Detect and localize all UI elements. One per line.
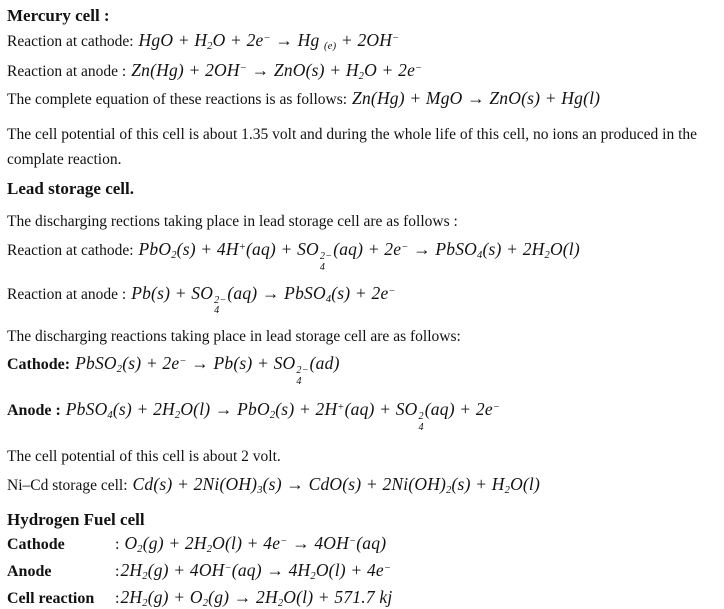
superscript: 2− — [296, 365, 309, 377]
subscript: 2 — [207, 40, 213, 52]
chemical-formula: PbSO$_4$(s) + $2H_2O(l) \to PbO_2(s) + 2H^+(aq)$ + SO 2 4 (aq) + 2e− — [65, 398, 501, 433]
subscript: (e) — [324, 40, 337, 52]
superscript: − — [348, 536, 357, 547]
reaction-line — [7, 60, 716, 82]
subscript: 4 — [107, 409, 113, 421]
superscript: 2− — [319, 251, 333, 263]
reaction-label: Ni–Cd storage cell: — [7, 477, 128, 495]
chemical-formula: $Zn(Hg) + 2OH^- \to ZnO(s) + H_2O + 2e^-$ — [131, 60, 423, 82]
reaction-line — [7, 587, 716, 609]
chemical-formula: Zn(Hg) + MgO → ZnO(s) + Hg(l) — [352, 88, 601, 108]
superscript: − — [239, 62, 248, 74]
stacked-charge — [320, 252, 332, 273]
subscript: 2 — [137, 544, 143, 556]
stacked-charge — [296, 366, 308, 387]
section-heading: Mercury cell : — [7, 6, 110, 25]
subscript: 2 — [446, 485, 452, 497]
reaction-line — [7, 474, 716, 496]
superscript: + — [238, 241, 246, 253]
reaction-label: The complete equation of these reactions is as follows: — [7, 91, 348, 108]
superscript: − — [179, 355, 187, 367]
text-line: The discharging reactions taking place in lead storage cell are as follows: — [7, 328, 461, 346]
chemical-formula: HgO + $H_2O + 2e^- \to Hg$ $_{(e)}$ + 2OH− — [138, 30, 400, 52]
reaction-label: Cell reaction — [7, 590, 95, 608]
reaction-label: Reaction at anode : — [7, 285, 127, 303]
reaction-label: Cathode — [7, 536, 65, 554]
chemical-formula: PbSO$_2$(s) + 2e− → Pb(s) + SO 2− 4 (ad) — [75, 353, 340, 388]
reaction-label: Anode : — [7, 401, 61, 419]
superscript: − — [383, 563, 392, 574]
reaction-line — [7, 239, 716, 274]
reaction-line — [7, 399, 716, 434]
text-line: The cell potential of this cell is about 2 volt. — [7, 448, 281, 466]
colon-separator: : — [115, 536, 124, 554]
text-line: The cell potential of this cell is about 1.35 volt and during the whole life of this cell, no ions an produced in the complate reaction. — [7, 126, 698, 168]
superscript: − — [280, 536, 288, 547]
subscript: 4 — [325, 293, 332, 305]
chemical-formula: Pb(s) + SO 2− 4 (aq) → PbSO$_4$(s) + 2e− — [131, 282, 396, 317]
subscript: 2 — [544, 249, 550, 261]
subscript: 4 — [319, 261, 326, 273]
superscript: − — [492, 401, 501, 413]
reaction-label: Anode — [7, 563, 52, 581]
subscript: 2 — [269, 409, 276, 421]
colon-separator: : — [115, 563, 120, 581]
superscript: − — [388, 285, 396, 297]
subscript: 2 — [174, 409, 181, 421]
subscript: 2 — [504, 485, 511, 497]
reaction-line — [7, 30, 716, 52]
subscript: 2 — [202, 598, 209, 609]
superscript: − — [415, 62, 423, 74]
subscript: 4 — [418, 421, 424, 433]
superscript: − — [224, 563, 232, 574]
subscript: 2 — [310, 571, 316, 583]
reaction-line — [7, 533, 716, 555]
chemical-formula: $Cd(s) + 2Ni(OH)_3(s) \to CdO(s) + 2Ni(OH)_2(s) + H_2O(l)$ — [132, 474, 541, 497]
colon-separator: : — [115, 590, 120, 608]
reaction-line — [7, 283, 716, 318]
section-heading: Hydrogen Fuel cell — [7, 510, 145, 530]
subscript: 2 — [142, 598, 148, 609]
reaction-label: Cathode: — [7, 356, 71, 374]
reaction-line — [7, 88, 716, 110]
chemical-formula: $O_2(g) + 2H_2O(l) + 4e^- \to 4OH^-(aq)$ — [124, 533, 387, 556]
section-heading: Lead storage cell. — [7, 179, 134, 198]
subscript: 2 — [116, 364, 123, 376]
superscript: − — [401, 241, 409, 253]
document-body — [7, 5, 716, 609]
subscript: 2 — [142, 571, 148, 583]
superscript: 2− — [214, 294, 227, 306]
subscript: 2 — [171, 249, 177, 261]
superscript: − — [392, 32, 400, 44]
reaction-line — [7, 560, 716, 582]
superscript: + — [337, 401, 345, 413]
reaction-label: Reaction at cathode: — [7, 33, 134, 50]
chemical-formula: PbO$_2$(s) + 4H+(aq) + SO 2− 4 (aq) + 2e− → PbSO$_4$(s) + $2H_2O(l)$ — [138, 239, 580, 273]
chemical-formula: $2H_2(g) + 4OH^-(aq) \to 4H_2O(l) + 4e^-$ — [120, 560, 392, 583]
reaction-label: Reaction at cathode: — [7, 242, 134, 259]
subscript: 2 — [206, 544, 213, 556]
superscript: 2 — [418, 410, 424, 422]
subscript: 4 — [214, 305, 220, 317]
subscript: 2 — [277, 598, 284, 609]
stacked-charge — [419, 412, 424, 433]
chemical-formula: $2H_2(g) + O_2(g) \to 2H_2O(l) + 571.7$ kj — [120, 587, 393, 609]
subscript: 3 — [257, 485, 263, 497]
reaction-label: Reaction at anode : — [7, 63, 127, 80]
stacked-charge — [214, 296, 226, 317]
subscript: 4 — [296, 376, 302, 388]
subscript: 4 — [477, 249, 483, 261]
superscript: − — [263, 32, 271, 44]
reaction-line — [7, 353, 716, 388]
text-line: The discharging rections taking place in lead storage cell are as follows : — [7, 213, 458, 230]
subscript: 2 — [358, 70, 365, 82]
